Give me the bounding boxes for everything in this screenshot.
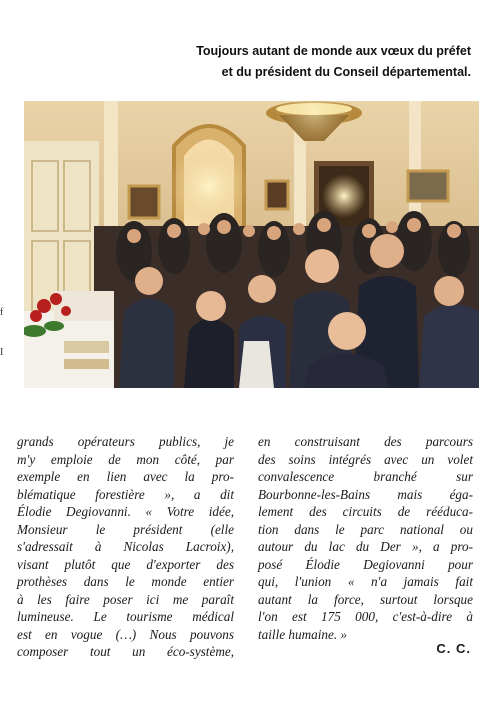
- article-column-right: [258, 433, 473, 643]
- text-line: convalescence branché sur: [258, 469, 473, 484]
- photo-caption: [111, 41, 471, 83]
- text-line: prothèses dans le monde entier: [17, 574, 234, 589]
- margin-mark-1: f: [0, 307, 4, 318]
- article-column-left: [17, 433, 234, 661]
- text-line: en construisant des parcours: [258, 434, 473, 449]
- text-line: l'on est 175 000, c'est-à-dire à: [258, 609, 473, 624]
- author-signature: C. C.: [436, 641, 471, 656]
- margin-mark-2: I: [0, 347, 4, 358]
- caption-line-2: et du président du Conseil départemental.: [221, 65, 471, 79]
- text-line: qui, l'union « n'a jamais fait: [258, 574, 473, 589]
- text-line: à les faire poser ici me paraît: [17, 591, 234, 607]
- caption-line-1: Toujours autant de monde aux vœux du préfet: [196, 44, 471, 58]
- text-line: s'adressait à Nicolas Lacroix),: [17, 539, 234, 554]
- text-line: taille humaine. »: [258, 626, 348, 642]
- text-line: m'y emploie de mon côté, par: [17, 451, 234, 467]
- text-line: autour du lac du Der », a pro-: [258, 539, 473, 554]
- text-line: blématique forestière », a dit: [17, 486, 234, 502]
- text-line: autant la force, surtout lorsque: [258, 591, 473, 607]
- text-line: lement des circuits de rééduca-: [258, 504, 473, 519]
- text-line: grands opérateurs publics, je: [17, 434, 234, 449]
- text-line: Bourbonne-les-Bains mais éga-: [258, 486, 473, 502]
- text-line: lumineuse. Le tourisme médical: [17, 609, 234, 624]
- text-line: Monsieur le président (elle: [17, 521, 234, 537]
- text-line: composer tout un éco-système,: [17, 644, 234, 659]
- text-line: tion dans le parc national ou: [258, 521, 473, 537]
- reception-crowd-photo: [24, 101, 479, 388]
- text-line: des soins intégrés avec un volet: [258, 451, 473, 467]
- text-line: Élodie Degiovanni. « Votre idée,: [17, 504, 234, 519]
- text-line: posé Élodie Degiovanni pour: [258, 556, 473, 572]
- text-line: exemple en lien avec la pro-: [17, 469, 234, 484]
- text-line: est en vogue (…) Nous pouvons: [17, 626, 234, 642]
- text-line: visant plutôt que d'exporter des: [17, 556, 234, 572]
- reception-photo: [24, 101, 479, 388]
